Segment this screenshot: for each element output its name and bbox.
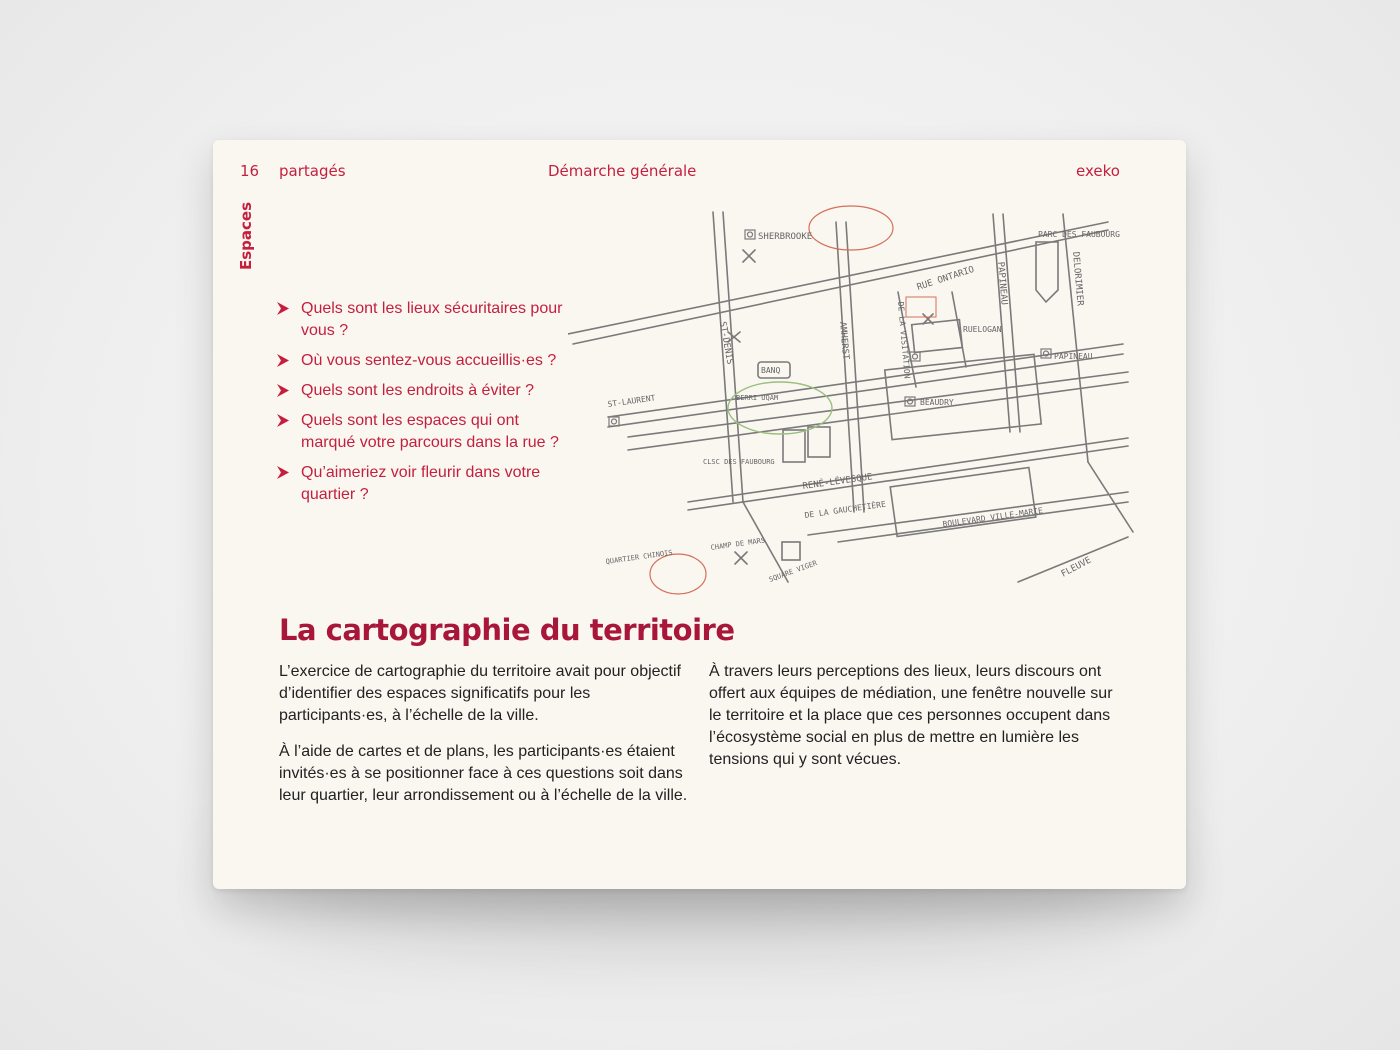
map-label-amherst: AMHERST (837, 321, 851, 361)
map-label-berri-uqam: BERRI UQAM (736, 394, 779, 402)
question-list (277, 298, 577, 514)
map-label-st-denis: ST-DENIS (717, 320, 735, 366)
map-label-st-laurent: ST-LAURENT (607, 393, 656, 409)
list-item (277, 410, 577, 454)
paragraph: À travers leurs perceptions des lieux, leurs discours ont offert aux équipes de médiation, une fenêtre nouvelle sur le territoire et la place que ces personnes occupent dans l’écosystème social en plus de mettre en lumière les tensions qui y sont vécues. (709, 663, 1113, 768)
page-number: 16 (240, 162, 260, 180)
arrow-bullet-icon (277, 384, 289, 397)
question-text: Quels sont les endroits à éviter ? (301, 382, 535, 399)
map-label-sherbrooke: SHERBROOKE (758, 232, 813, 242)
list-item (277, 350, 577, 372)
paragraph: L’exercice de cartographie du territoire avait pour objectif d’identifier des espaces significatifs pour les participants·es, à l’échelle de la ville. (279, 663, 681, 724)
map-label-rene-levesque: RENÉ-LÉVESQUE (802, 472, 874, 492)
map-label-ville-marie: BOULEVARD VILLE-MARIE (942, 505, 1044, 529)
map-label-quartier-chinois: QUARTIER CHINOIS (605, 548, 674, 566)
map-label-papineau-station: PAPINEAU (1054, 352, 1093, 361)
map-label-beaudry: BEAUDRY (920, 398, 954, 407)
map-label-ontario: RUE ONTARIO (915, 264, 976, 293)
section-title: partagés (279, 162, 346, 180)
x-marks (728, 250, 933, 564)
map-label-delorimier: DELORIMIER (1070, 251, 1085, 307)
map-label-ruelogan: RUELOGAN (963, 325, 1002, 334)
section-heading: La cartographie du territoire (279, 613, 735, 647)
body-column-left (279, 661, 689, 821)
chapter-title: Démarche générale (548, 162, 697, 180)
map-label-clsc: CLSC DES FAUBOURG (703, 458, 775, 466)
brand-name: exeko (1076, 162, 1120, 180)
document-page (213, 140, 1186, 889)
question-text: Où vous sentez-vous accueillis·es ? (301, 352, 557, 369)
map-label-champ-de-mars: CHAMP DE MARS (710, 536, 766, 552)
arrow-bullet-icon (277, 354, 289, 367)
map-label-banq: BANQ (761, 366, 781, 375)
map-label-fleuve: FLEUVE (1059, 555, 1094, 580)
map-label-gauchetiere: DE LA GAUCHETIÈRE (804, 499, 887, 520)
hand-drawn-map (568, 202, 1138, 602)
question-text: Qu’aimeriez voir fleurir dans votre quartier ? (301, 464, 541, 503)
side-section-label: Espaces (237, 201, 255, 270)
question-text: Quels sont les lieux sécuritaires pour vous ? (301, 300, 563, 339)
question-text: Quels sont les espaces qui ont marqué votre parcours dans la rue ? (301, 412, 559, 451)
map-label-papineau-street: PAPINEAU (995, 261, 1009, 306)
paragraph: À l’aide de cartes et de plans, les participants·es étaient invités·es à se positionner face à ces questions soit dans leur quartier, leur arrondissement ou à l’échelle de la ville. (279, 743, 688, 804)
list-item (277, 298, 577, 342)
list-item (277, 380, 577, 402)
list-item (277, 462, 577, 506)
arrow-bullet-icon (277, 466, 289, 479)
body-column-right (709, 661, 1119, 785)
map-label-parc: PARC DES FAUBOURG (1038, 230, 1120, 239)
arrow-bullet-icon (277, 302, 289, 315)
map-label-square-viger: SQUARE VIGER (767, 559, 819, 584)
map-label-de-la-visitation: DE LA VISITATION (896, 301, 912, 379)
arrow-bullet-icon (277, 414, 289, 427)
